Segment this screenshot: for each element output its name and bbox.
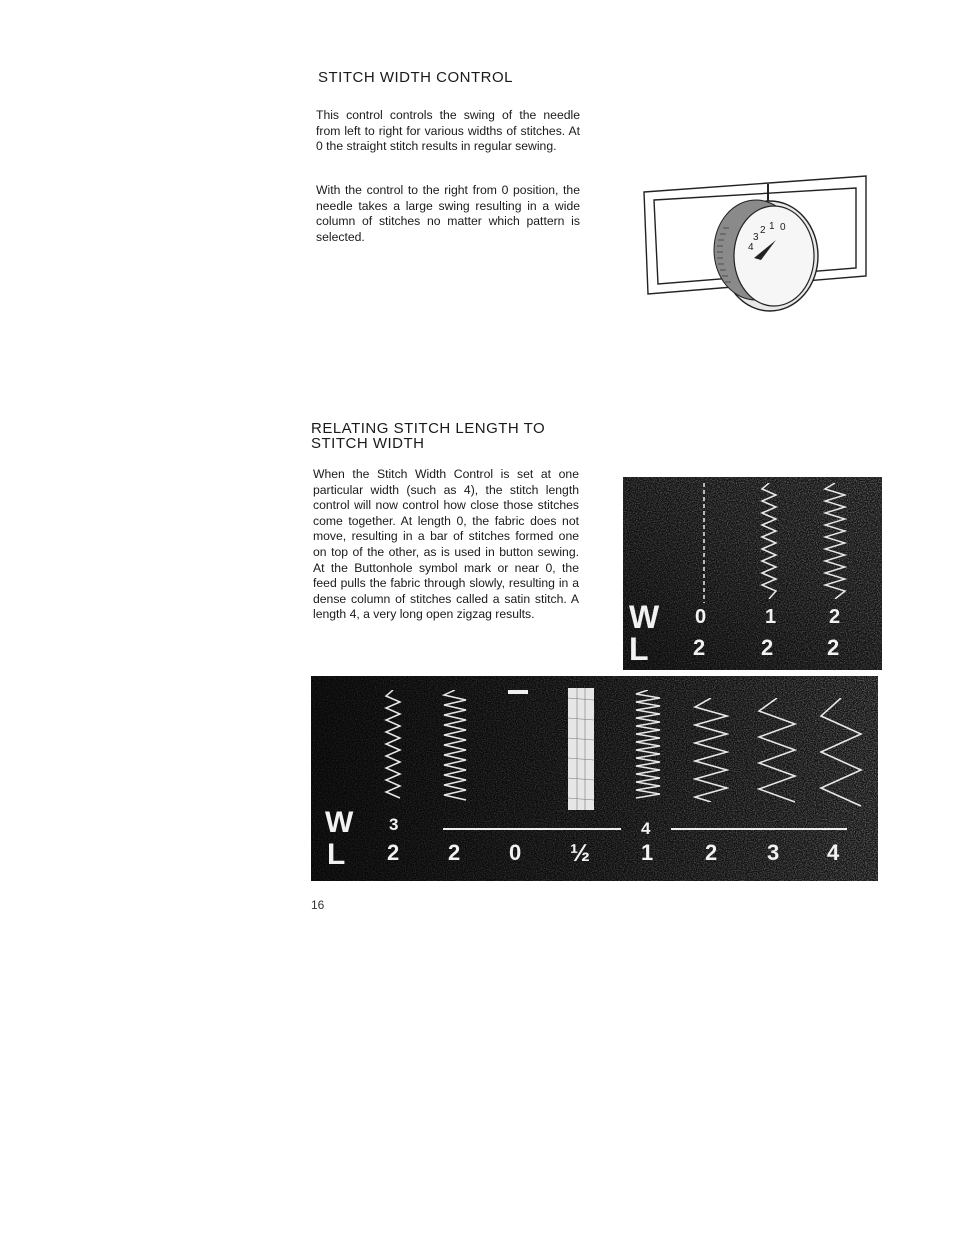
zigzag-stitch-w4-l2 [442, 690, 468, 802]
section-heading-relating-line1: RELATING STITCH LENGTH TO [311, 420, 546, 437]
satin-stitch-column [568, 688, 594, 810]
dial-number-4: 4 [748, 242, 754, 253]
width-value-3: 3 [389, 815, 399, 834]
width-value-0: 0 [695, 606, 707, 628]
width-value-2: 2 [829, 606, 841, 628]
section-heading-relating-line2: STITCH WIDTH [311, 435, 425, 452]
width-bracket-line-right [671, 828, 847, 830]
paragraph-stitch-width-1: This control controls the swing of the needle from left to right for various widths of stitches. At 0 the straight stitch results in regular sewing. [316, 108, 580, 154]
paragraph-relating: When the Stitch Width Control is set at one particular width (such as 4), the stitch length control will now control how close those stitches come together. At length 0, the fabric does not move, resulting in a bar of stitches formed one on top of the other, as is used in button sewing. At the Buttonhole symbol mark or near 0, the feed pulls the fabric through slowly, resulting in a dense column of stitches called a satin stitch. A length 4, a very long open zigzag results. [313, 467, 579, 622]
length-value-5: 1 [641, 840, 654, 865]
length-value-3: 2 [827, 635, 840, 660]
page-number: 16 [311, 898, 325, 912]
zigzag-stitch-w3-l2 [384, 690, 402, 802]
length-value-7: 3 [767, 840, 780, 865]
length-value-3: 0 [509, 840, 522, 865]
length-value-8: 4 [827, 840, 840, 865]
dial-number-3: 3 [753, 232, 759, 243]
zigzag-stitch-w4-l4 [819, 698, 863, 810]
bar-stitch-length-0 [508, 690, 528, 694]
length-value-1: 2 [387, 840, 400, 865]
dial-number-2: 2 [760, 225, 766, 236]
zigzag-stitch-w4-l1 [634, 690, 662, 802]
width-value-4: 4 [641, 819, 651, 838]
paragraph-stitch-width-2: With the control to the right from 0 position, the needle takes a large swing resulting in a wide column of stitches no matter which pattern is selected. [316, 183, 580, 244]
width-bracket-line-left [443, 828, 621, 830]
stitch-sample-panel-bottom [311, 676, 878, 881]
zigzag-stitch-w4-l2b [693, 698, 729, 802]
width-value-1: 1 [765, 606, 777, 628]
length-value-1: 2 [693, 635, 706, 660]
stitch-sample-panel-top [623, 477, 882, 670]
stitch-width-dial-illustration [640, 170, 872, 318]
zigzag-stitch-width-2 [823, 483, 847, 599]
length-value-2: 2 [761, 635, 774, 660]
straight-stitch-line [701, 483, 707, 603]
dial-number-1: 1 [769, 221, 775, 232]
width-label-w: W [325, 806, 354, 839]
length-label-l: L [327, 838, 346, 871]
zigzag-stitch-w4-l3 [757, 698, 797, 806]
dial-number-0: 0 [780, 222, 786, 233]
length-value-4: ½ [570, 840, 591, 867]
zigzag-stitch-width-1 [759, 483, 779, 599]
section-heading-stitch-width: STITCH WIDTH CONTROL [318, 69, 513, 86]
width-label-w: W [629, 599, 660, 635]
length-label-l: L [629, 631, 649, 667]
length-value-6: 2 [705, 840, 718, 865]
length-value-2: 2 [448, 840, 461, 865]
